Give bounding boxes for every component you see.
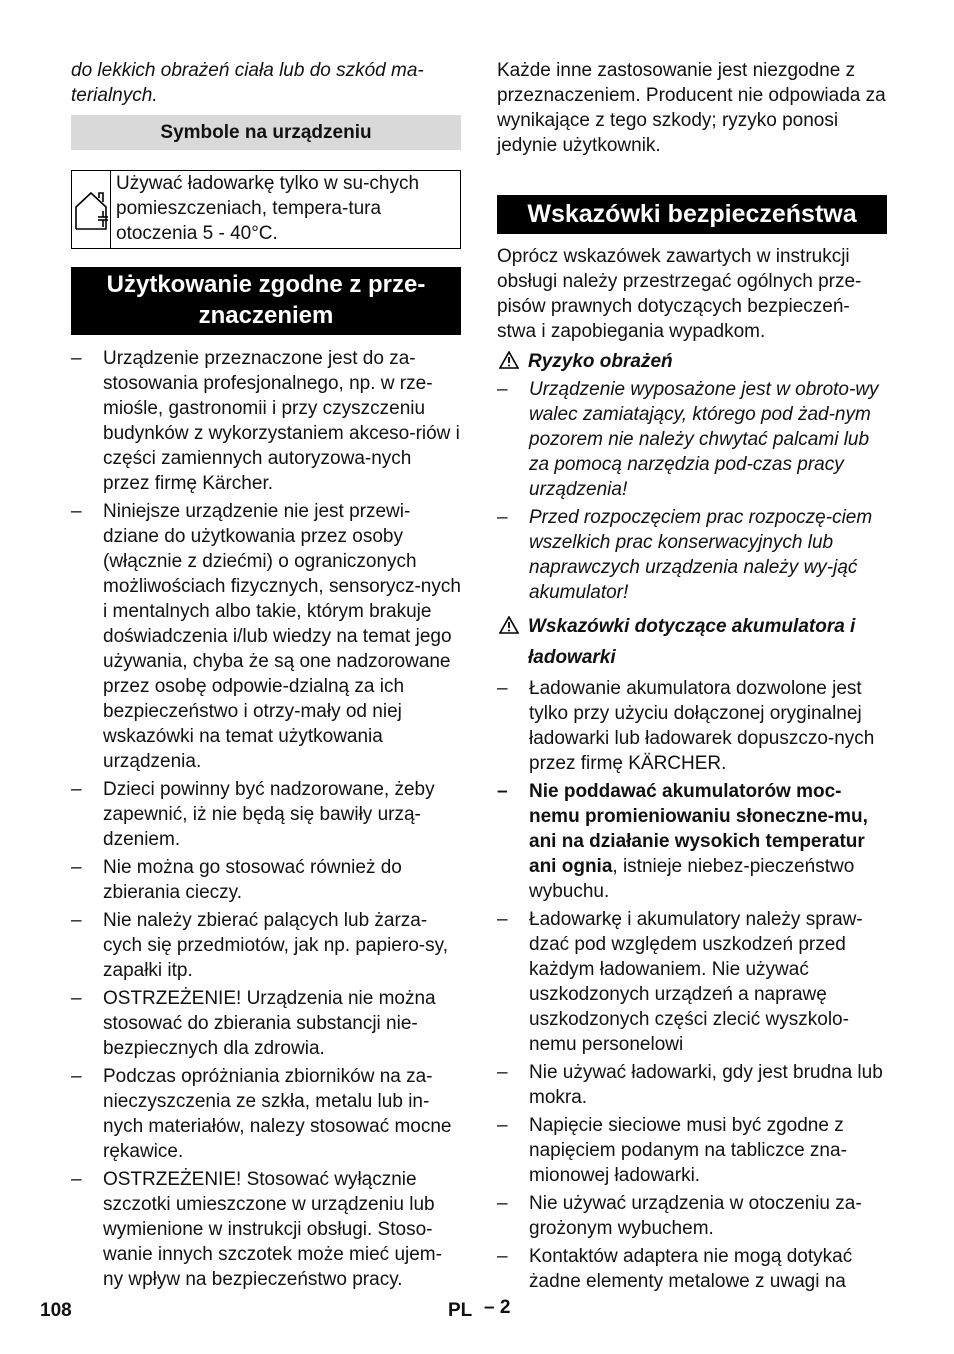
dash-mark: – <box>497 1246 508 1267</box>
warning-triangle-icon <box>499 616 519 634</box>
dash-mark: – <box>497 781 508 802</box>
language-code: PL <box>448 1300 473 1321</box>
dash-mark: – <box>497 678 508 699</box>
warning-triangle-icon <box>499 351 519 369</box>
section-title-safety: Wskazówki bezpieczeństwa <box>497 195 887 234</box>
list-item: – Nie używać urządzenia w otoczeniu za-grożonym wybuchem. <box>497 1193 862 1239</box>
list-item: – Ładowanie akumulatora dozwolone jest tylko przy użyciu dołączonej oryginalnej ładowarki lub ładowarek dopuszczo-nych przez firmę KÄRCHER. <box>497 678 875 774</box>
list-item: – Ładowarkę i akumulatory należy spraw-dzać pod względem uszkodzeń przed każdym ładowaniem. Nie używać uszkodzonych urządzeń a naprawę uszkodzonych części zlecić wyszkolo-nemu personelowi <box>497 909 863 1055</box>
section-title-intended-use: Użytkowanie zgodne z prze-znaczeniem <box>71 267 461 335</box>
dash-mark: – <box>71 779 82 800</box>
right-column <box>497 58 887 1297</box>
list-item: – OSTRZEŻENIE! Stosować wyłącznie szczotki umieszczone w urządzeniu lub wymienione w instrukcji obsługi. Stoso-wanie innych szczotek może mieć ujem-ny wpływ na bezpieczeństwo pracy. <box>71 1169 442 1290</box>
page-number: 108 <box>40 1300 72 1321</box>
intended-use-list <box>71 346 461 1292</box>
safety-intro-text: Oprócz wskazówek zawartych w instrukcji obsługi należy przestrzegać ogólnych prze-pisów prawnych dotyczących bezpieczeń-stwa i zapobiegania wypadkom. <box>497 246 862 342</box>
list-item: – Kontaktów adaptera nie mogą dotykać żadne elementy metalowe z uwagi na <box>497 1246 853 1292</box>
dash-mark: – <box>497 507 508 528</box>
dash-mark: – <box>497 909 508 930</box>
dash-mark: – <box>497 1115 508 1136</box>
list-item: – Urządzenie przeznaczone jest do za-stosowania profesjonalnego, np. w rze-miośle, gastronomii i przy czyszczeniu budynków z wykorzystaniem akceso-riów i części zamiennych autoryzowa-nych przez firmę Kärcher. <box>71 348 460 494</box>
dash-mark: – <box>71 348 82 369</box>
dash-mark: – <box>71 1169 82 1190</box>
list-item: – OSTRZEŻENIE! Urządzenia nie można stosować do zbierania substancji nie-bezpiecznych dla zdrowia. <box>71 988 436 1059</box>
symbols-heading: Symbole na urządzeniu <box>71 115 461 150</box>
list-item: – Napięcie sieciowe musi być zgodne z napięciem podanym na tabliczce zna-mionowej ładowarki. <box>497 1115 847 1186</box>
list-item: – Nie używać ładowarki, gdy jest brudna lub mokra. <box>497 1062 883 1108</box>
symbol-description: Używać ładowarkę tylko w su-chych pomieszczeniach, tempera-tura otoczenia 5 - 40°C. <box>116 173 420 244</box>
list-item: – Nie poddawać akumulatorów moc-nemu promieniowaniu słoneczne-mu, ani na działanie wysokich temperatur ani ognia, istnieje niebez-pieczeństwo wybuchu. <box>497 781 868 902</box>
list-item: – Dzieci powinny być nadzorowane, żeby zapewnić, iż nie będą się bawiły urzą-dzeniem. <box>71 779 435 850</box>
warning-heading-injury <box>497 349 887 374</box>
dash-mark: – <box>71 988 82 1009</box>
list-item: – Urządzenie wyposażone jest w obroto-wy walec zamiatający, którego pod żad-nym pozorem nie należy chwytać palcami lub za pomocą narzędzia pod-czas pracy urządzenia! <box>497 379 879 500</box>
dash-mark: – <box>497 1062 508 1083</box>
dash-mark: – <box>497 1193 508 1214</box>
dash-mark: – <box>71 1066 82 1087</box>
warning-heading-battery <box>497 611 887 673</box>
symbol-table <box>71 170 461 249</box>
house-dry-icon <box>72 171 111 248</box>
list-item: – Nie należy zbierać palących lub żarza-cych się przedmiotów, jak np. papiero-sy, zapałki itp. <box>71 910 448 981</box>
dash-mark: – <box>497 379 508 400</box>
intro-italic-text: do lekkich obrażeń ciała lub do szkód ma-terialnych. <box>71 60 424 106</box>
dash-mark: – <box>71 857 82 878</box>
list-item: – Przed rozpoczęciem prac rozpoczę-ciem wszelkich prac konserwacyjnych lub naprawczych urządzenia należy wy-jąć akumulator! <box>497 507 873 603</box>
dash-mark: – <box>71 910 82 931</box>
injury-warning-list <box>497 377 887 605</box>
dash-mark: – <box>71 501 82 522</box>
warning-title: Ryzyko obrażeń <box>528 351 673 372</box>
bold-warning-text: Nie poddawać akumulatorów moc-nemu promieniowaniu słoneczne-mu, ani na działanie wysokich temperatur ani ognia <box>529 781 868 877</box>
left-column <box>71 58 461 1295</box>
battery-warning-list <box>497 676 887 1294</box>
sub-page-number: – 2 <box>484 1297 511 1318</box>
list-item: – Podczas opróżniania zbiorników na za-nieczyszczenia ze szkła, metalu lub in-nych materiałów, nalezy stosować mocne rękawice. <box>71 1066 452 1162</box>
intro-text: Każde inne zastosowanie jest niezgodne z przeznaczeniem. Producent nie odpowiada za wynikające z tego szkody; ryzyko ponosi jedynie użytkownik. <box>497 60 886 156</box>
warning-title: Wskazówki dotyczące akumulatora i ładowarki <box>528 616 856 668</box>
list-item: – Niniejsze urządzenie nie jest przewi-dziane do użytkowania przez osoby (włącznie z dziećmi) o ograniczonych możliwościach fizycznych, sensorycz-nych i mentalnych albo takie, którym brakuje doświadczenia i/lub wiedzy na temat jego używania, chyba że są one nadzorowane przez osobę odpowie-dzialną za ich bezpieczeństwo i otrzy-mały od niej wskazówki na temat użytkowania urządzenia. <box>71 501 461 772</box>
list-item: – Nie można go stosować również do zbierania cieczy. <box>71 857 402 903</box>
